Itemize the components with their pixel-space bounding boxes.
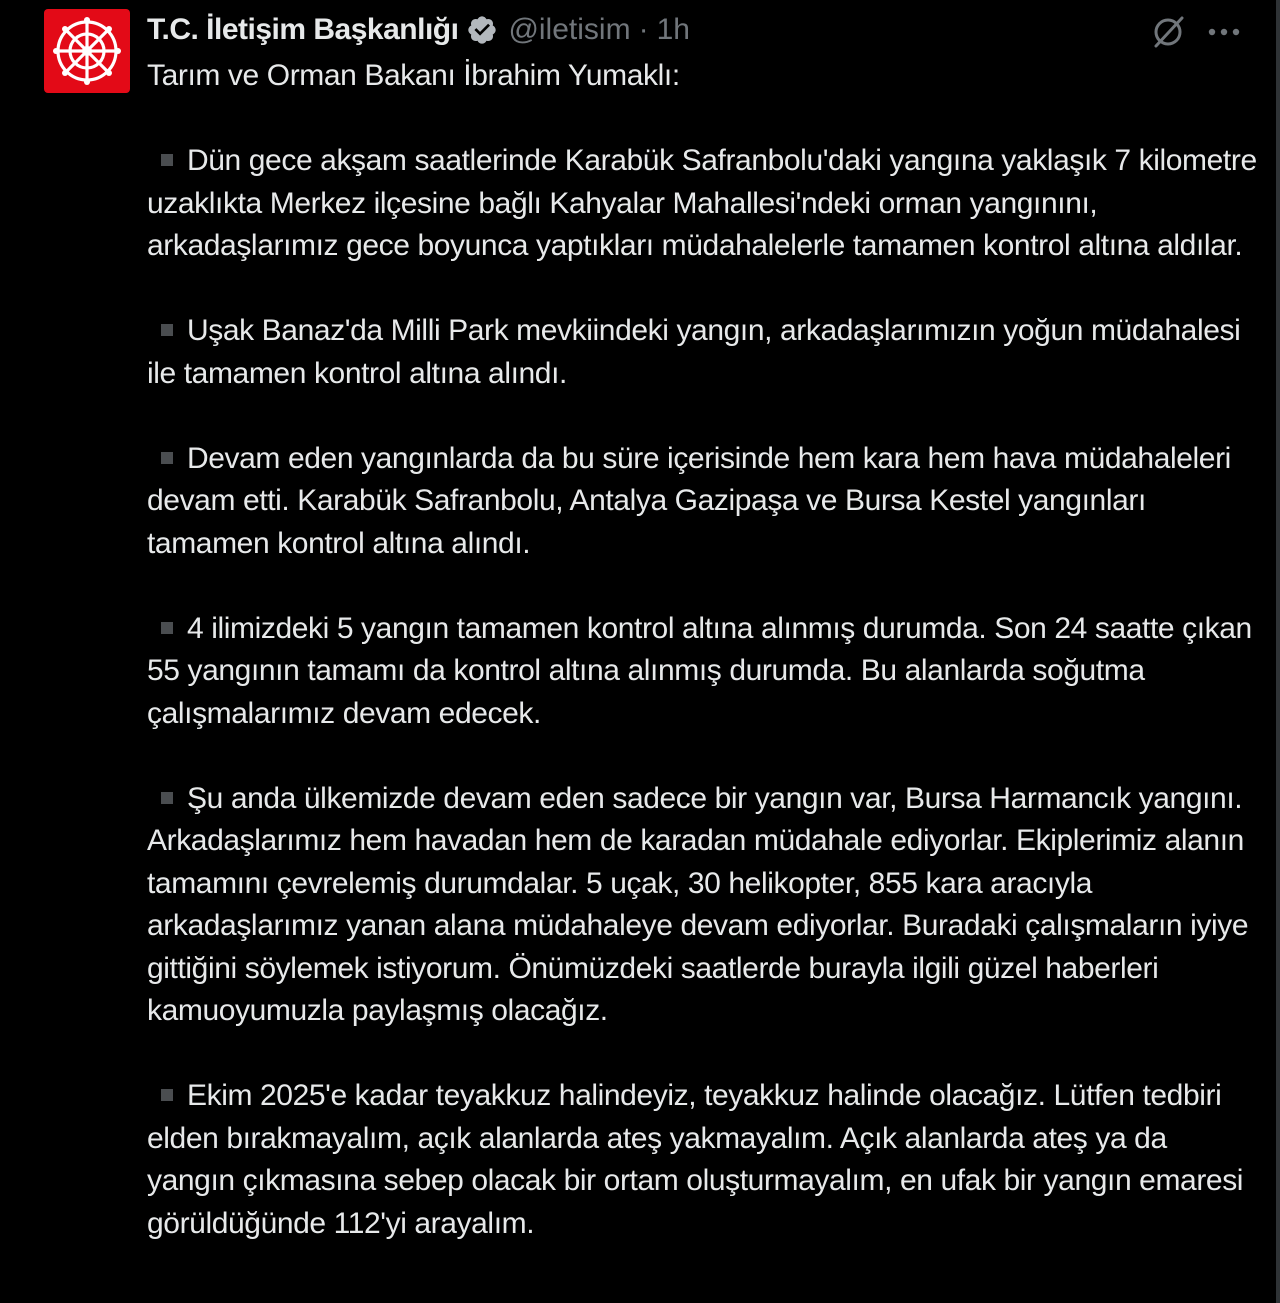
paragraph-gap bbox=[147, 735, 1257, 778]
paragraph-text: Devam eden yangınlarda da bu süre içerisinde hem kara hem hava müdahaleleri devam etti. Karabük Safranbolu, Antalya Gazipaşa ve Bursa Kestel yangınları tamamen kontrol altına alındı. bbox=[147, 441, 1239, 560]
paragraph-gap bbox=[147, 1033, 1257, 1076]
tweet-paragraph bbox=[147, 1075, 1257, 1245]
bullet-square-icon bbox=[161, 452, 173, 464]
tweet-paragraph bbox=[147, 438, 1257, 566]
tweet-intro: Tarım ve Orman Bakanı İbrahim Yumaklı: bbox=[147, 59, 680, 92]
paragraph-text: Uşak Banaz'da Milli Park mevkiindeki yangın, arkadaşlarımızın yoğun müdahalesi ile tamamen kontrol altına alındı. bbox=[147, 314, 1249, 390]
handle[interactable]: @iletisim bbox=[508, 13, 631, 46]
tweet-paragraph bbox=[147, 140, 1265, 268]
paragraph-text: Ekim 2025'e kadar teyakkuz halindeyiz, teyakkuz halinde olacağız. Lütfen tedbiri elden bırakmayalım, açık alanlarda ateş yakmayalım. Açık alanlarda ateş ya da yangın çıkmasına sebep olacak bir ortam oluşturmayalım, en ufak bir yangın emaresi görüldüğünde 112'yi arayalım. bbox=[147, 1079, 1252, 1240]
tweet-paragraph bbox=[147, 608, 1260, 736]
timestamp[interactable]: 1h bbox=[656, 13, 690, 46]
paragraph-text: Şu anda ülkemizde devam eden sadece bir yangın var, Bursa Harmancık yangını. Arkadaşlarımız hem havadan hem de karadan müdahale ediyorlar. Ekiplerimiz alanın tamamını çevrelemiş durumdalar. 5 uçak, 30 helikopter, 855 kara aracıyla arkadaşlarımız yanan alana müdahaleye devam ediyorlar. Buradaki çalışmaların iyiye gittiğini söylemek istiyorum. Önümüzdeki saatlerde burayla ilgili güzel haberleri kamuoyumuzla paylaşmış olacağız. bbox=[147, 781, 1257, 1027]
separator-dot: · bbox=[638, 13, 649, 46]
paragraph-gap bbox=[147, 395, 1257, 438]
verified-badge-icon[interactable] bbox=[466, 14, 498, 46]
display-name[interactable]: T.C. İletişim Başkanlığı bbox=[147, 13, 459, 46]
paragraph-text: Dün gece akşam saatlerinde Karabük Safranbolu'daki yangına yaklaşık 7 kilometre uzaklıkta Merkez ilçesine bağlı Kahyalar Mahallesi'ndeki orman yangınını, arkadaşlarımız gece boyunca yaptıkları müdahalelerle tamamen kontrol altına aldılar. bbox=[147, 144, 1265, 262]
bullet-square-icon bbox=[161, 324, 173, 336]
presidency-emblem-icon bbox=[51, 15, 123, 87]
tweet-paragraph bbox=[147, 310, 1257, 395]
paragraph-gap bbox=[147, 565, 1257, 608]
paragraph-gap bbox=[147, 268, 1257, 311]
paragraph-gap bbox=[147, 98, 1257, 141]
tweet-text bbox=[147, 55, 1265, 1245]
grok-icon[interactable] bbox=[1148, 12, 1188, 52]
avatar[interactable] bbox=[44, 9, 130, 93]
bullet-square-icon bbox=[161, 622, 173, 634]
tweet-paragraph bbox=[147, 778, 1257, 1033]
bullet-square-icon bbox=[161, 1089, 173, 1101]
more-options-icon[interactable] bbox=[1204, 12, 1244, 52]
bullet-square-icon bbox=[161, 154, 173, 166]
bullet-square-icon bbox=[161, 792, 173, 804]
paragraph-text: 4 ilimizdeki 5 yangın tamamen kontrol altına alınmış durumda. Son 24 saatte çıkan 55 yangının tamamı da kontrol altına alınmış durumda. Bu alanlarda soğutma çalışmalarımız devam edecek. bbox=[147, 611, 1260, 730]
tweet-header bbox=[147, 10, 690, 50]
